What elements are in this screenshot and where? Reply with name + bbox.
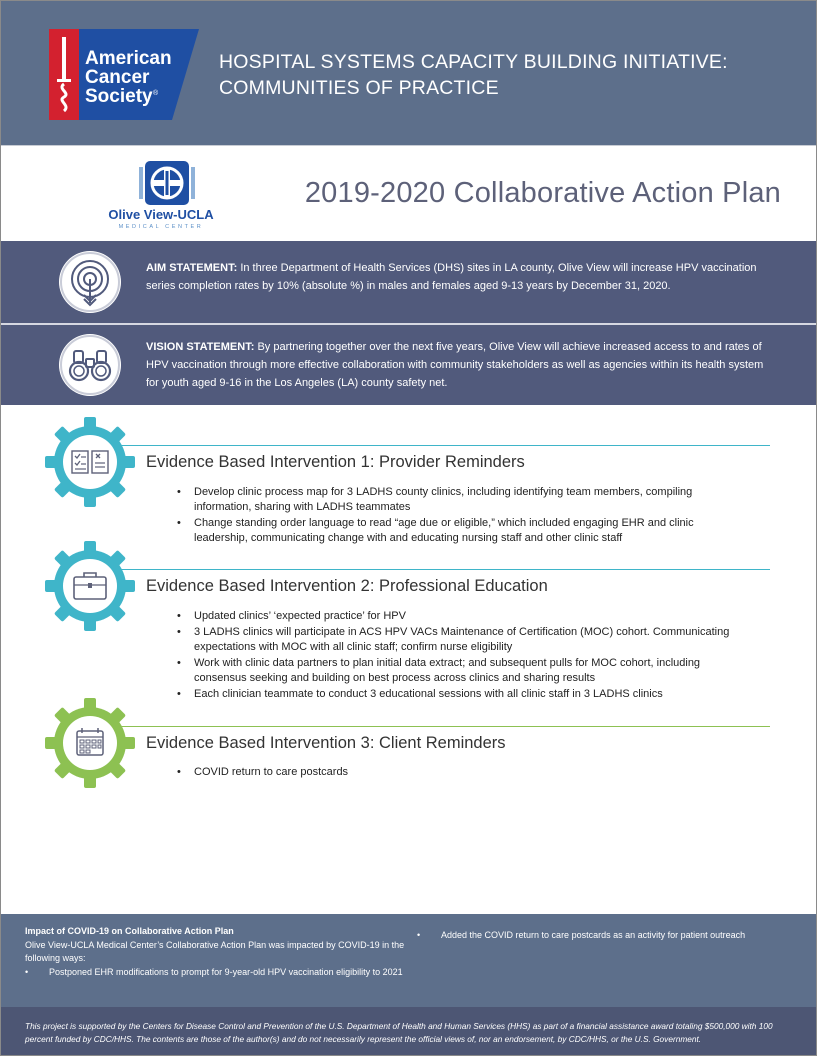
list-item: • Added the COVID return to care postcards as an activity for patient outreach [417, 929, 797, 942]
list-item: • Postponed EHR modifications to prompt for 9-year-old HPV vaccination eligibility to 2021 [25, 966, 410, 979]
intervention-2-bullets [177, 609, 737, 703]
aim-statement-label: AIM STATEMENT: [146, 262, 238, 274]
intervention-1-title: Evidence Based Intervention 1: Provider Reminders [146, 453, 525, 471]
target-arrow-icon [59, 251, 121, 313]
olive-view-logo-tagline: MEDICAL CENTER [118, 224, 204, 230]
covid-impact-intro: Olive View-UCLA Medical Center’s Collaborative Action Plan was impacted by COVID-19 in the following ways: [25, 940, 405, 963]
acs-logo-registered: ® [153, 90, 159, 97]
list-item: • 3 LADHS clinics will participate in ACS HPV VACs Maintenance of Certification (MOC) cohort. Communicating expectations with MOC with all clinic staff; confirm nurse eligibility [177, 625, 737, 655]
list-item: • Updated clinics’ ‘expected practice’ for HPV [177, 609, 737, 624]
vision-statement-body: By partnering together over the next five years, Olive View will achieve increased access to and rates of HPV vaccination through more effective collaboration with community stakeholders as well as agencies within its health system for youth aged 9-16 in the Los Angeles (LA) county safety net. [146, 341, 764, 389]
checklist-icon [45, 417, 135, 507]
covid-impact-section [1, 914, 817, 1007]
intervention-1-rule [119, 445, 770, 446]
initiative-title-line2: COMMUNITIES OF PRACTICE [219, 77, 499, 99]
aim-statement-body: In three Department of Health Services (DHS) sites in LA county, Olive View will increase HPV vaccination series completion rates by 10% (absolute %) in males and females aged 9-13 years by December 31, 2020. [146, 262, 757, 292]
acs-logo-line1: American [85, 48, 172, 69]
header-banner [1, 1, 817, 146]
intervention-3-rule [119, 726, 770, 727]
intervention-3-title: Evidence Based Intervention 3: Client Reminders [146, 734, 506, 752]
intervention-3-section [1, 698, 817, 788]
acs-logo-line3: Society [85, 86, 153, 107]
acs-logo-line2: Cancer [85, 67, 150, 88]
list-item: • Change standing order language to read “age due or eligible,” which included engaging EHR and clinic leadership, communicating change with and educating nursing staff and other clinic staff [177, 516, 737, 546]
funding-disclaimer [1, 1007, 817, 1056]
list-item: • COVID return to care postcards [177, 765, 737, 780]
binoculars-icon [59, 334, 121, 396]
list-item: • Develop clinic process map for 3 LADHS county clinics, including identifying team members, compiling information, sharing with LADHS teammates [177, 485, 737, 515]
plan-title: 2019-2020 Collaborative Action Plan [304, 177, 781, 209]
olive-view-logo-name: Olive View-UCLA [108, 207, 214, 222]
intervention-2-section [1, 541, 817, 701]
covid-impact-title: Impact of COVID-19 on Collaborative Action Plan [25, 926, 234, 936]
olive-view-ucla-logo [101, 159, 221, 231]
initiative-title [219, 49, 779, 101]
aim-statement-text [146, 259, 778, 295]
vision-statement-text [146, 338, 778, 392]
aim-statement-section [1, 241, 817, 323]
funding-disclaimer-text: This project is supported by the Centers for Disease Control and Prevention of the U.S. Department of Health and Human Services (HHS) as part of a financial assistance award totaling $500,000 with 100 percent funded by CDC/HHS. The contents are those of the author(s) and do not necessarily represent the official views of, nor an endorsement, by CDC/HHS, or the U.S. Government. [25, 1021, 773, 1044]
calendar-icon [45, 698, 135, 788]
title-band [1, 147, 817, 241]
vision-statement-label: VISION STATEMENT: [146, 341, 255, 353]
covid-impact-right-list [417, 929, 797, 942]
list-item: • Work with clinic data partners to plan initial data extract; and subsequent pulls for MOC cohort, including consensus seeking and building on best process across clinics and sharing results [177, 656, 737, 686]
intervention-3-bullets [177, 765, 737, 781]
intervention-2-rule [119, 569, 770, 570]
covid-impact-left-list [25, 966, 410, 979]
medical-cross-emblem-icon [139, 161, 195, 205]
list-item: • Each clinician teammate to conduct 3 educational sessions with all clinic staff in 3 LADHS clinics [177, 687, 737, 702]
intervention-1-section [1, 417, 817, 547]
intervention-1-bullets [177, 485, 737, 547]
initiative-title-line1: HOSPITAL SYSTEMS CAPACITY BUILDING INITIATIVE: [219, 51, 728, 73]
vision-statement-section [1, 325, 817, 405]
intervention-2-title: Evidence Based Intervention 2: Professional Education [146, 577, 548, 595]
briefcase-icon [45, 541, 135, 631]
american-cancer-society-logo [49, 29, 199, 120]
